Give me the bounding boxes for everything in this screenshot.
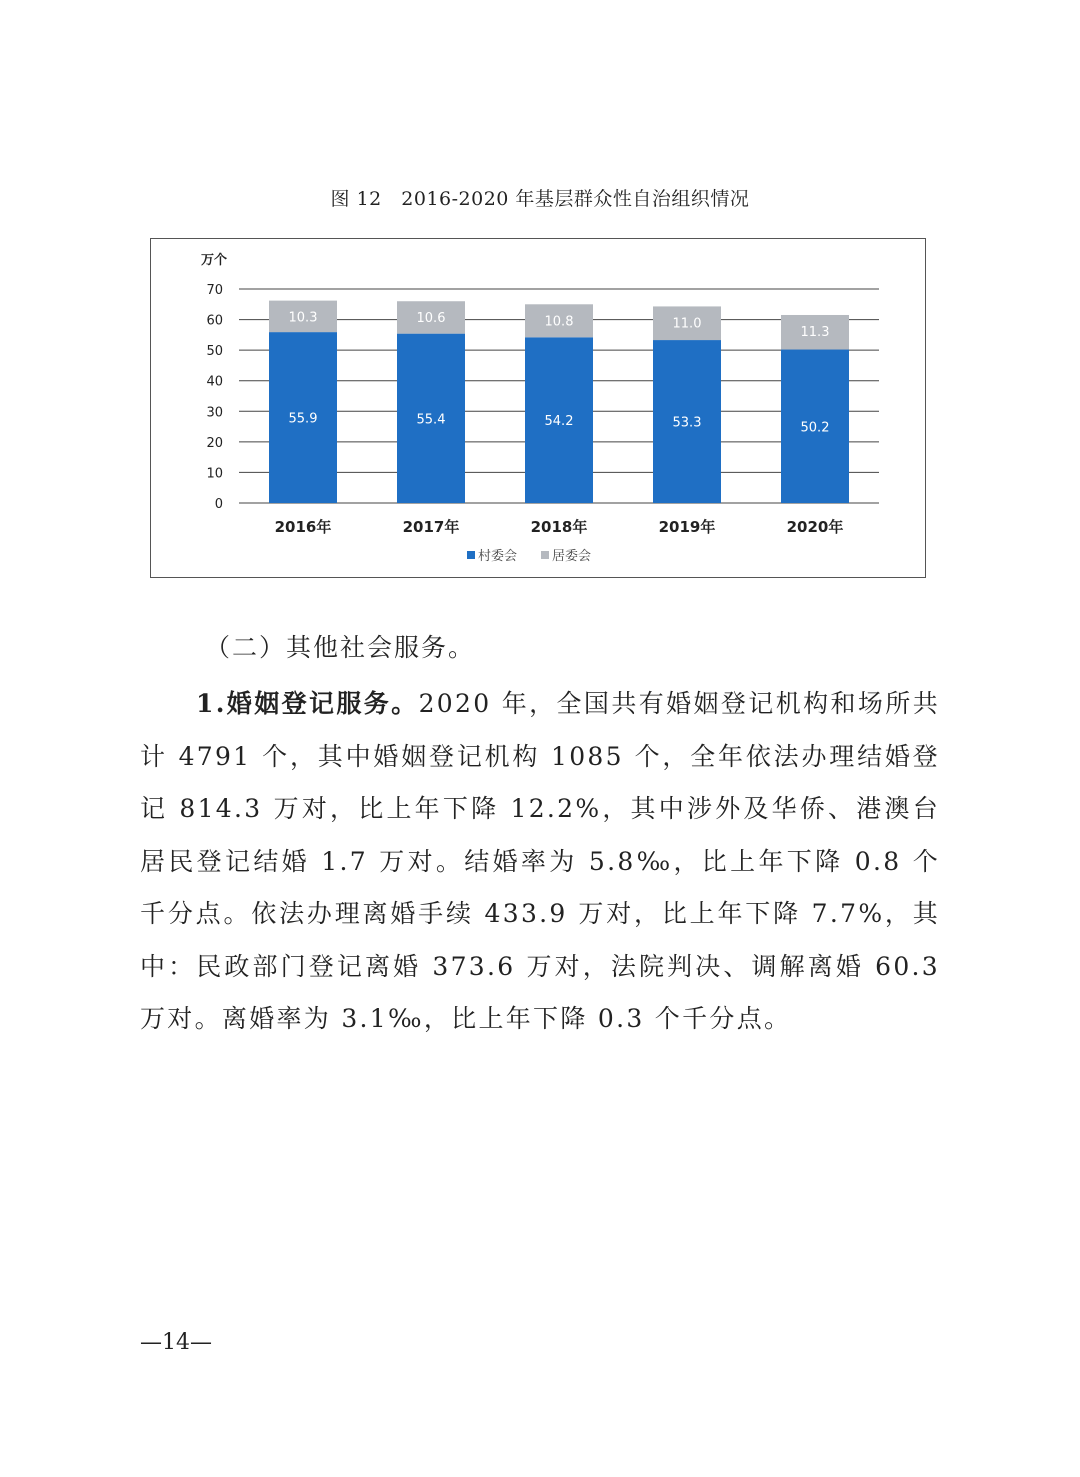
page-number: —14— — [140, 1330, 212, 1355]
bar-value-label: 10.3 — [288, 310, 318, 326]
bar-value-label: 11.3 — [800, 324, 830, 340]
bar-value-label: 54.2 — [544, 414, 574, 430]
y-tick-label: 30 — [206, 405, 223, 421]
bar-value-label: 10.8 — [544, 314, 574, 330]
legend-swatch — [467, 551, 475, 559]
bar-value-label: 10.6 — [416, 311, 446, 327]
y-tick-label: 60 — [206, 313, 223, 329]
figure-caption: 图 12 2016-2020 年基层群众性自治组织情况 — [330, 188, 750, 210]
bar-value-label: 11.0 — [672, 316, 702, 332]
y-tick-label: 10 — [206, 466, 223, 482]
bar-value-label: 53.3 — [672, 415, 702, 431]
x-tick-label: 2019年 — [658, 518, 716, 536]
section-heading: （二）其他社会服务。 — [205, 633, 476, 662]
paragraph-text: 2020 年，全国共有婚姻登记机构和场所共计 4791 个，其中婚姻登记机构 1085 个，全年依法办理结婚登记 814.3 万对，比上年下降 12.2%，其中涉外及华侨、港澳台居民登记结婚 1.7 万对。结婚率为 5.8‰，比上年下降 0.8 个千分点。依法办理离婚手续 433.9 万对，比上年下降 7.7%，其中：民政部门登记离婚 373.6 万对，法院判决、调解离婚 60.3 万对。离婚率为 3.1‰，比上年下降 0.3 个千分点。 — [140, 689, 940, 1033]
y-tick-label: 40 — [206, 374, 223, 390]
x-tick-label: 2016年 — [274, 518, 332, 536]
y-tick-label: 70 — [206, 283, 223, 298]
y-tick-label: 0 — [214, 497, 223, 512]
bar-value-label: 55.4 — [416, 412, 446, 428]
stacked-bar-chart — [151, 239, 927, 579]
x-tick-label: 2017年 — [402, 518, 460, 536]
y-tick-label: 50 — [206, 344, 223, 360]
body-paragraph — [140, 678, 940, 1046]
x-tick-label: 2020年 — [786, 518, 844, 536]
y-tick-label: 20 — [206, 435, 223, 451]
paragraph-lead: 1.婚姻登记服务。 — [196, 689, 419, 718]
x-tick-label: 2018年 — [530, 518, 588, 536]
chart-frame — [150, 238, 926, 578]
legend-label: 村委会 — [478, 549, 518, 564]
y-axis-unit-label: 万个 — [201, 253, 228, 268]
bar-value-label: 50.2 — [800, 420, 830, 436]
bar-value-label: 55.9 — [288, 411, 318, 427]
legend-label: 居委会 — [552, 549, 592, 564]
legend-swatch — [541, 551, 549, 559]
